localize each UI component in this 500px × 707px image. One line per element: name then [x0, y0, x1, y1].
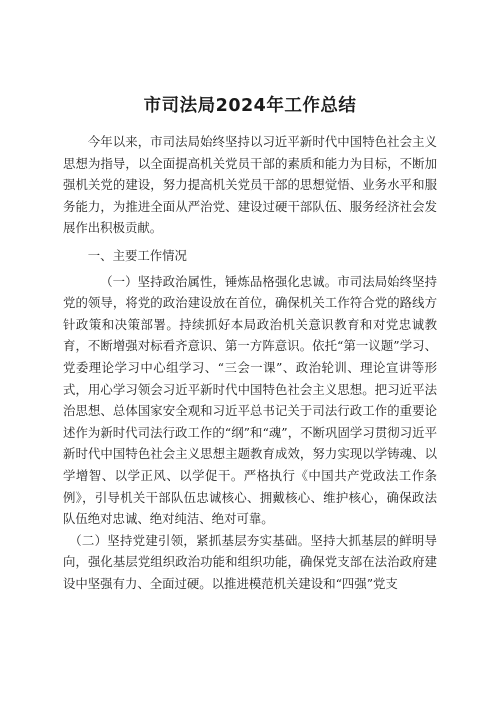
- intro-paragraph: 今年以来，市司法局始终坚持以习近平新时代中国特色社会主义思想为指导，以全面提高机关党员干部的素质和能力为目标，不断加强机关党的建设，努力提高机关党员干部的思想觉悟、业务水平和服务能力，为推进全面从严治党、建设过硬干部队伍、服务经济社会发展作出积极贡献。: [63, 134, 437, 236]
- section-heading: 一、主要工作情况: [87, 247, 187, 263]
- work-item-2-paragraph: （二）坚持党建引领，紧抓基层夯实基础。坚持大抓基层的鲜明导向，强化基层党组织政治功能和组织功能，确保党支部在法治政府建设中坚强有力、全面过硬。以推进模范机关建设和“四强”党支: [63, 532, 437, 591]
- document-title: 市司法局2024年工作总结: [143, 96, 357, 116]
- work-item-1-paragraph: （一）坚持政治属性，锤炼品格强化忠诚。市司法局始终坚持党的领导，将党的政治建设放在首位，确保机关工作符合党的路线方针政策和决策部署。持续抓好本局政治机关意识教育和对党忠诚教育，不断增强对标看齐意识、第一方阵意识。依托“第一议题”学习、党委理论学习中心组学习、“三会一课”、政治轮训、理论宣讲等形式，用心学习领会习近平新时代中国特色社会主义思想。把习近平法治思想、总体国家安全观和习近平总书记关于司法行政工作的重要论述作为新时代司法行政工作的“纲”和“魂”，不断巩固学习贯彻习近平新时代中国特色社会主义思想主题教育成效，努力实现以学铸魂、以学增智、以学正风、以学促干。严格执行《中国共产党政法工作条例》，引导机关干部队伍忠诚核心、拥戴核心、维护核心，确保政法队伍绝对忠诚、绝对纯洁、绝对可靠。: [63, 273, 437, 527]
